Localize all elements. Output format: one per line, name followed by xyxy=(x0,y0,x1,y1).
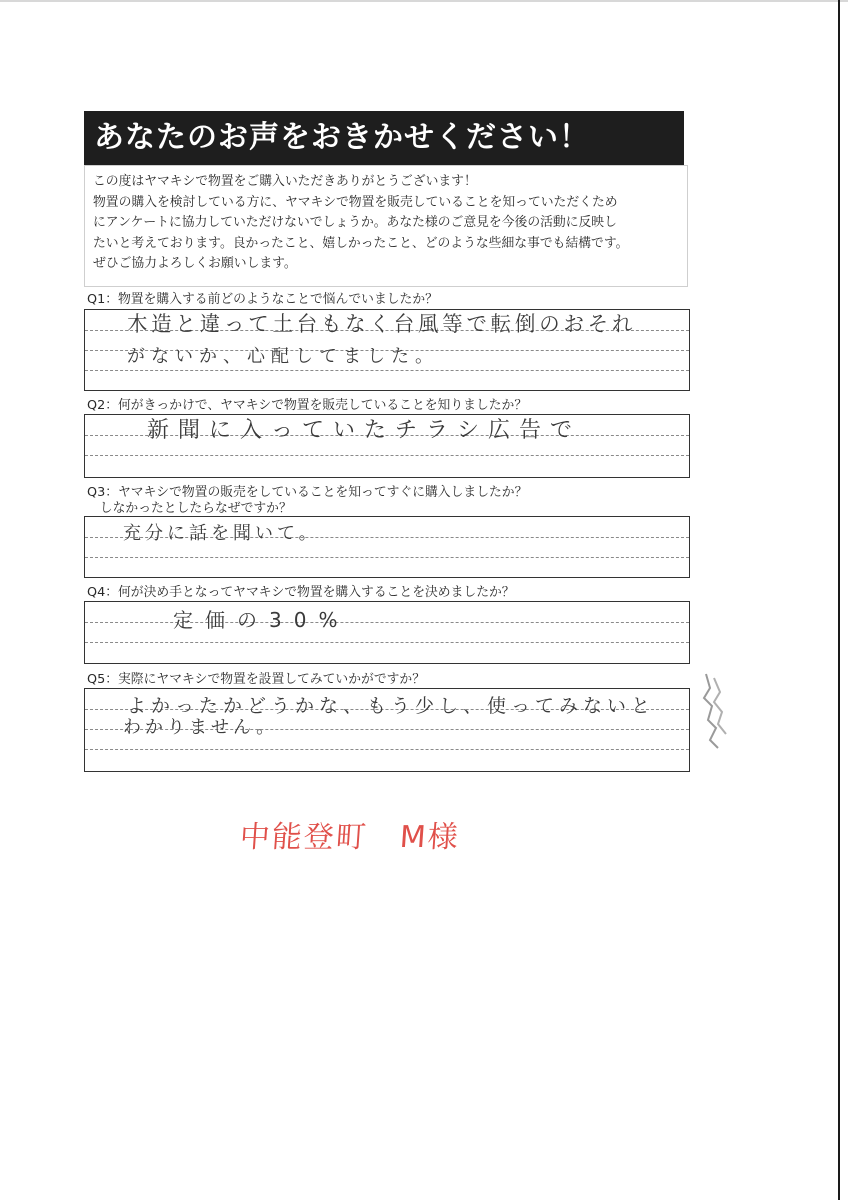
ruled-line xyxy=(85,455,689,456)
question-2-label: Q2：何がきっかけで、ヤマキシで物置を販売していることを知りましたか？ xyxy=(87,398,528,413)
scan-right-edge xyxy=(838,0,840,1200)
intro-line: にアンケートに協力していただけないでしょうか。あなた様のご意見を今後の活動に反映し xyxy=(93,215,617,231)
survey-title-banner: あなたのお声をおきかせください！ xyxy=(84,111,684,165)
question-2-answer-box[interactable] xyxy=(84,414,690,478)
handwritten-answer: 充分に話を聞いて。 xyxy=(123,523,321,544)
ruled-line xyxy=(85,642,689,643)
handwritten-answer: 新聞に入っていたチラシ広告で xyxy=(147,418,582,443)
intro-line: この度はヤマキシで物置をご購入いただきありがとうございます！ xyxy=(93,174,477,189)
ruled-line xyxy=(85,749,689,750)
intro-line: 物置の購入を検討している方に、ヤマキシで物置を販売していることを知っていただくため xyxy=(93,194,618,210)
question-3-answer-box[interactable] xyxy=(84,516,690,578)
handwritten-answer: がないか、心配してました。 xyxy=(127,346,439,367)
customer-signature: 中能登町 M様 xyxy=(238,820,461,855)
handwritten-answer: わかりません。 xyxy=(123,717,279,738)
question-4-answer-box[interactable] xyxy=(84,601,690,664)
question-1-answer-box[interactable] xyxy=(84,309,690,391)
question-3-label: Q3：ヤマキシで物置の販売をしていることを知ってすぐに購入しましたか？ xyxy=(87,485,528,500)
intro-text-box xyxy=(84,165,688,287)
handwritten-answer: よかったかどうかな、もう少し、使ってみないと xyxy=(127,695,656,717)
scan-smudge xyxy=(700,668,736,752)
intro-line: ぜひご協力よろしくお願いします。 xyxy=(93,256,297,272)
handwritten-answer: 定価の30% xyxy=(173,608,350,632)
question-1-label: Q1：物置を購入する前どのようなことで悩んでいましたか？ xyxy=(87,292,438,307)
question-5-answer-box[interactable] xyxy=(84,688,690,772)
intro-line: たいと考えております。良かったこと、嬉しかったこと、どのような些細な事でも結構です。 xyxy=(93,235,629,251)
ruled-line xyxy=(85,557,689,558)
question-4-label: Q4：何が決め手となってヤマキシで物置を購入することを決めましたか？ xyxy=(87,585,515,600)
question-5-label: Q5：実際にヤマキシで物置を設置してみていかがですか？ xyxy=(87,672,426,687)
ruled-line xyxy=(85,370,689,371)
handwritten-answer: 木造と違って土台もなく台風等で転倒のおそれ xyxy=(127,312,637,336)
scan-top-edge xyxy=(0,0,848,2)
question-3-label-continued: しなかったとしたらなぜですか？ xyxy=(87,501,292,516)
